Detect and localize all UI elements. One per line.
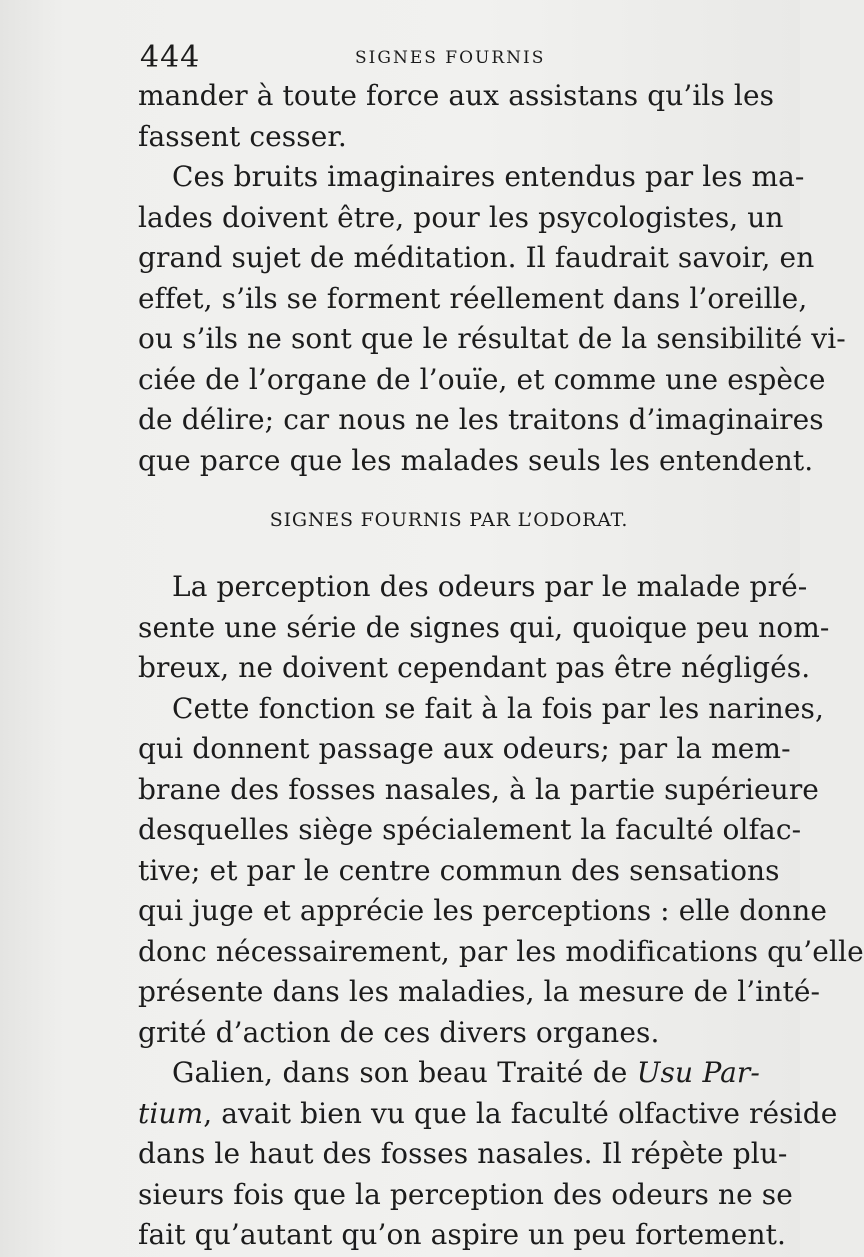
page-number: 444 — [140, 40, 201, 75]
text-line: grité d’action de ces divers organes. — [138, 1015, 660, 1049]
page-body — [138, 76, 864, 1256]
text-line: effet, s’ils se forment réellement dans l’oreille, — [138, 281, 808, 315]
text-line: présente dans les maladies, la mesure de l’inté- — [138, 975, 821, 1008]
text-line: grand sujet de méditation. Il faudrait savoir, en — [138, 241, 815, 274]
text-line: de délire; car nous ne les traitons d’imaginaires — [138, 403, 824, 436]
text-line: lades doivent être, pour les psycologistes, un — [138, 200, 784, 234]
text-line: mander à toute force aux assistans qu’ils les — [138, 79, 775, 112]
text-line: ou s’ils ne sont que le résultat de la sensibilité vi- — [138, 322, 846, 355]
text-line: brane des fosses nasales, à la partie supérieure — [138, 772, 819, 806]
text-line: sieurs fois que la perception des odeurs ne se — [138, 1177, 793, 1211]
text-line: ciée de l’organe de l’ouïe, et comme une espèce — [138, 362, 826, 396]
text-line: desquelles siège spécialement la faculté olfac- — [138, 813, 802, 846]
italic-title: tium — [138, 1096, 204, 1130]
running-title: SIGNES FOURNIS — [355, 48, 546, 68]
italic-title: Usu Par- — [636, 1056, 760, 1089]
text-line: donc nécessairement, par les modifications qu’elle — [138, 934, 864, 968]
text-line — [138, 1094, 838, 1135]
text-line: Cette fonction se fait à la fois par les narines, — [172, 691, 825, 725]
text-line: fait qu’autant qu’on aspire un peu fortement. — [138, 1218, 786, 1251]
text-line: sente une série de signes qui, quoique peu nom- — [138, 610, 830, 644]
text-line: dans le haut des fosses nasales. Il répète plu- — [138, 1137, 788, 1170]
text-line: La perception des odeurs par le malade pré- — [172, 570, 808, 603]
text-fragment: Galien, dans son beau Traité de — [172, 1056, 628, 1089]
text-line: breux, ne doivent cependant pas être négligés. — [138, 651, 811, 684]
text-line: fassent cesser. — [138, 119, 347, 153]
text-line: qui juge et apprécie les perceptions : elle donne — [138, 894, 828, 927]
text-line: qui donnent passage aux odeurs; par la mem- — [138, 732, 791, 765]
text-line: Ces bruits imaginaires entendus par les ma- — [172, 160, 805, 193]
text-fragment: , avait bien vu que la faculté olfactive réside — [203, 1096, 838, 1130]
section-heading: SIGNES FOURNIS PAR L’ODORAT. — [269, 509, 629, 531]
text-line: que parce que les malades seuls les entendent. — [138, 443, 814, 477]
text-line — [138, 1053, 760, 1094]
text-line: tive; et par le centre commun des sensations — [138, 853, 780, 887]
